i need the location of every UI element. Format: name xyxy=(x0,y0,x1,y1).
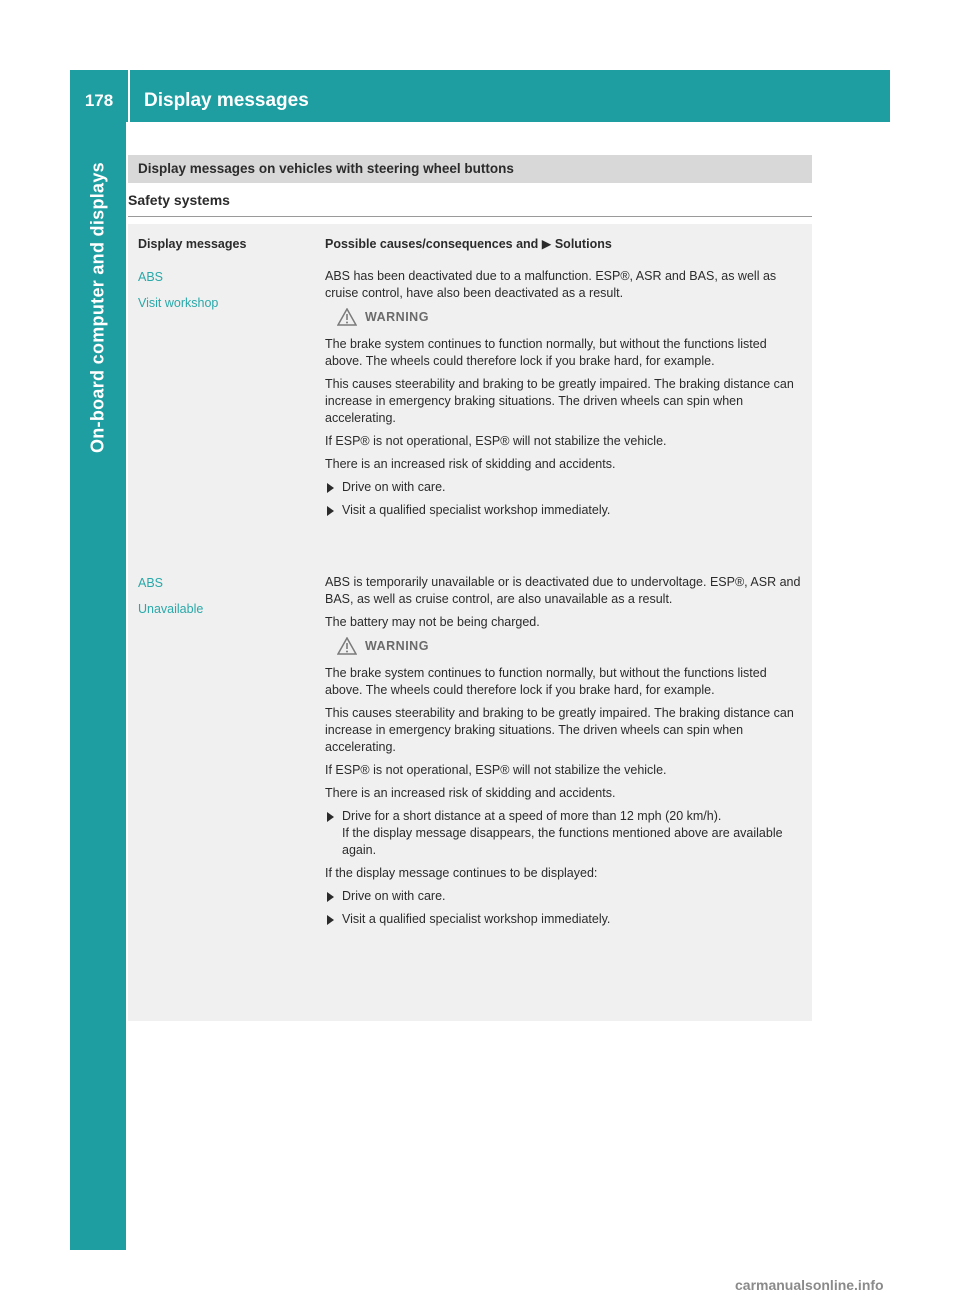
step-text: Visit a qualified specialist workshop immediately. xyxy=(342,912,611,926)
arrow-icon xyxy=(327,506,334,516)
message-line: ABS xyxy=(138,576,164,590)
step-main-text: Drive for a short distance at a speed of more than 12 mph (20 km/h). xyxy=(342,809,722,823)
continue-text: If the display message continues to be displayed: xyxy=(325,866,598,880)
step-text: Visit a qualified specialist workshop immediately. xyxy=(342,503,611,517)
step-note: If the display message disappears, the functions mentioned above are available again. xyxy=(342,826,783,857)
side-tab-label: On-board computer and displays xyxy=(87,162,108,454)
messages-table xyxy=(128,224,812,1021)
step-text: Drive on with care. xyxy=(342,480,446,494)
solution-step xyxy=(325,479,803,496)
step-text: Drive on with care. xyxy=(342,889,446,903)
page-number: 178 xyxy=(70,70,130,122)
display-message-abs-visit-workshop xyxy=(138,264,218,316)
warning-block xyxy=(337,637,803,655)
cause-text: ABS has been deactivated due to a malfunction. ESP®, ASR and BAS, as well as cruise control, have also been deactivated as a result. xyxy=(325,269,777,300)
section-heading: Display messages on vehicles with steering wheel buttons xyxy=(128,155,812,183)
message-line: ABS xyxy=(138,270,164,284)
warning-label: WARNING xyxy=(365,309,429,324)
arrow-icon xyxy=(327,483,334,493)
display-message-abs-unavailable xyxy=(138,570,203,622)
arrow-icon xyxy=(327,892,334,902)
warning-text: The brake system continues to function normally, but without the functions listed above. The wheels could therefore lock if you brake hard, for example. xyxy=(325,337,767,368)
warning-text: If ESP® is not operational, ESP® will not stabilize the vehicle. xyxy=(325,763,667,777)
warning-triangle-icon xyxy=(337,308,357,326)
solution-step xyxy=(325,502,803,519)
warning-text: This causes steerability and braking to be greatly impaired. The braking distance can increase in emergency braking situations. The driven wheels can spin when accelerating. xyxy=(325,377,794,425)
warning-label: WARNING xyxy=(365,638,429,653)
watermark: carmanualsonline.info xyxy=(735,1277,884,1293)
column-header-display-messages: Display messages xyxy=(138,237,247,251)
warning-block xyxy=(337,308,803,326)
message-line: Visit workshop xyxy=(138,296,219,310)
cause-text: ABS is temporarily unavailable or is deactivated due to undervoltage. ESP®, ASR and BAS, as well as cruise control, are also unavailable as a result. xyxy=(325,575,801,606)
divider xyxy=(128,216,812,217)
message-line: Unavailable xyxy=(138,602,204,616)
solution-step xyxy=(325,911,803,928)
column-header-solutions: Possible causes/consequences and ▶ Solutions xyxy=(325,237,612,251)
warning-triangle-icon xyxy=(337,637,357,655)
warning-text: There is an increased risk of skidding and accidents. xyxy=(325,457,616,471)
warning-text: The brake system continues to function normally, but without the functions listed above. The wheels could therefore lock if you brake hard, for example. xyxy=(325,666,767,697)
chapter-title: Display messages xyxy=(144,90,309,111)
warning-text: If ESP® is not operational, ESP® will not stabilize the vehicle. xyxy=(325,434,667,448)
warning-text: This causes steerability and braking to be greatly impaired. The braking distance can increase in emergency braking situations. The driven wheels can spin when accelerating. xyxy=(325,706,794,754)
solution-step xyxy=(325,888,803,905)
row-2-content xyxy=(325,574,803,934)
warning-text: There is an increased risk of skidding and accidents. xyxy=(325,786,616,800)
page-header xyxy=(70,70,890,122)
cause-text: The battery may not be being charged. xyxy=(325,615,540,629)
step-text xyxy=(342,808,803,859)
row-1-content xyxy=(325,268,803,525)
arrow-icon xyxy=(327,915,334,925)
solution-step xyxy=(325,808,803,859)
side-tab xyxy=(70,122,126,1250)
subsection-title: Safety systems xyxy=(128,192,230,208)
arrow-icon xyxy=(327,812,334,822)
